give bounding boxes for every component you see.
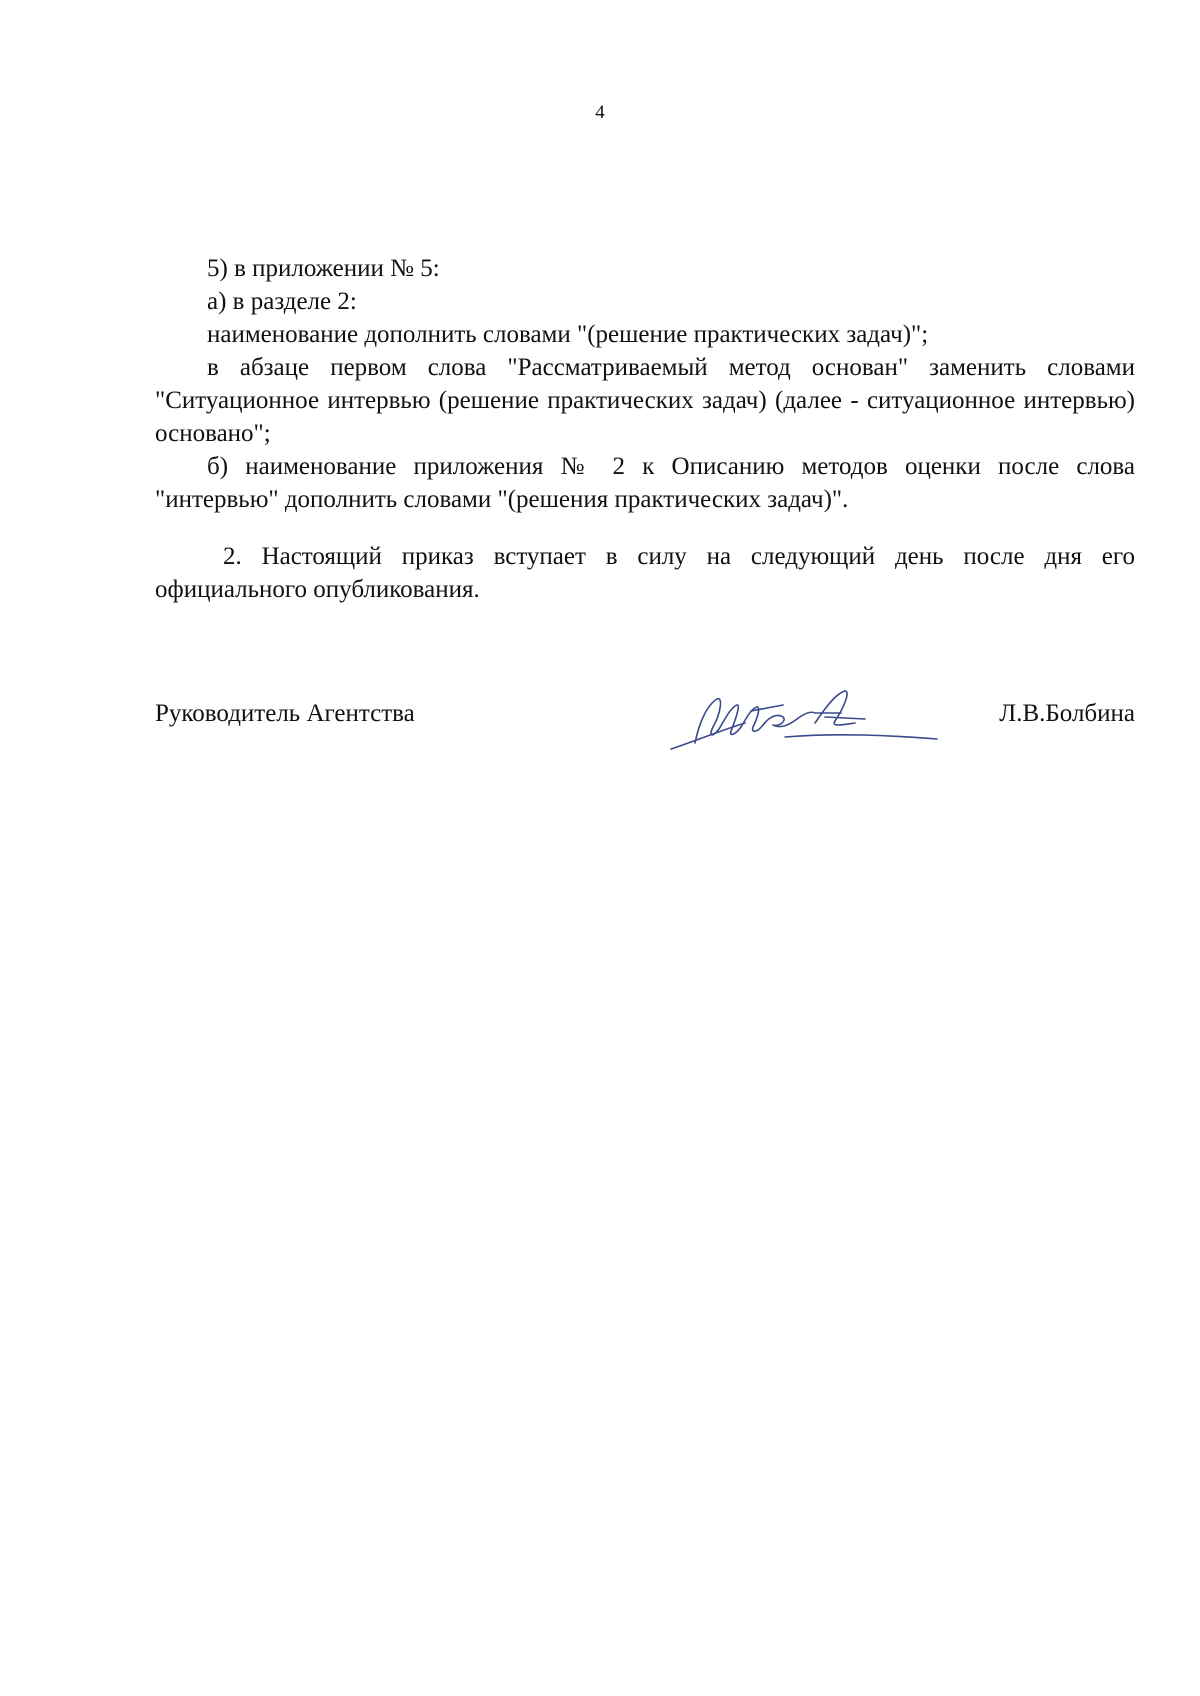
handwritten-signature [665,683,945,757]
amendment-item-appendix-2-title: б) наименование приложения № 2 к Описанию методов оценки после слова "интервью" дополнить словами "(решения практических задач)". [155,453,1135,513]
page-number: 4 [595,102,605,123]
signature-block [155,697,1135,777]
amendments-block [155,252,1135,516]
signer-name: Л.В.Болбина [999,700,1135,727]
amendment-item-section-2: а) в разделе 2: [207,288,357,315]
effective-date-clause [155,540,1135,606]
effective-date-text: 2. Настоящий приказ вступает в силу на следующий день после дня его официального опубликования. [155,543,1135,603]
signer-title: Руководитель Агентства [155,700,415,727]
amendment-item-title-addition: наименование дополнить словами "(решение практических задач)"; [207,321,929,348]
amendment-item-first-paragraph: в абзаце первом слова "Рассматриваемый метод основан" заменить словами "Ситуационное интервью (решение практических задач) (далее - ситуационное интервью) основано"; [155,354,1135,447]
amendment-item-appendix-5: 5) в приложении № 5: [207,255,440,282]
